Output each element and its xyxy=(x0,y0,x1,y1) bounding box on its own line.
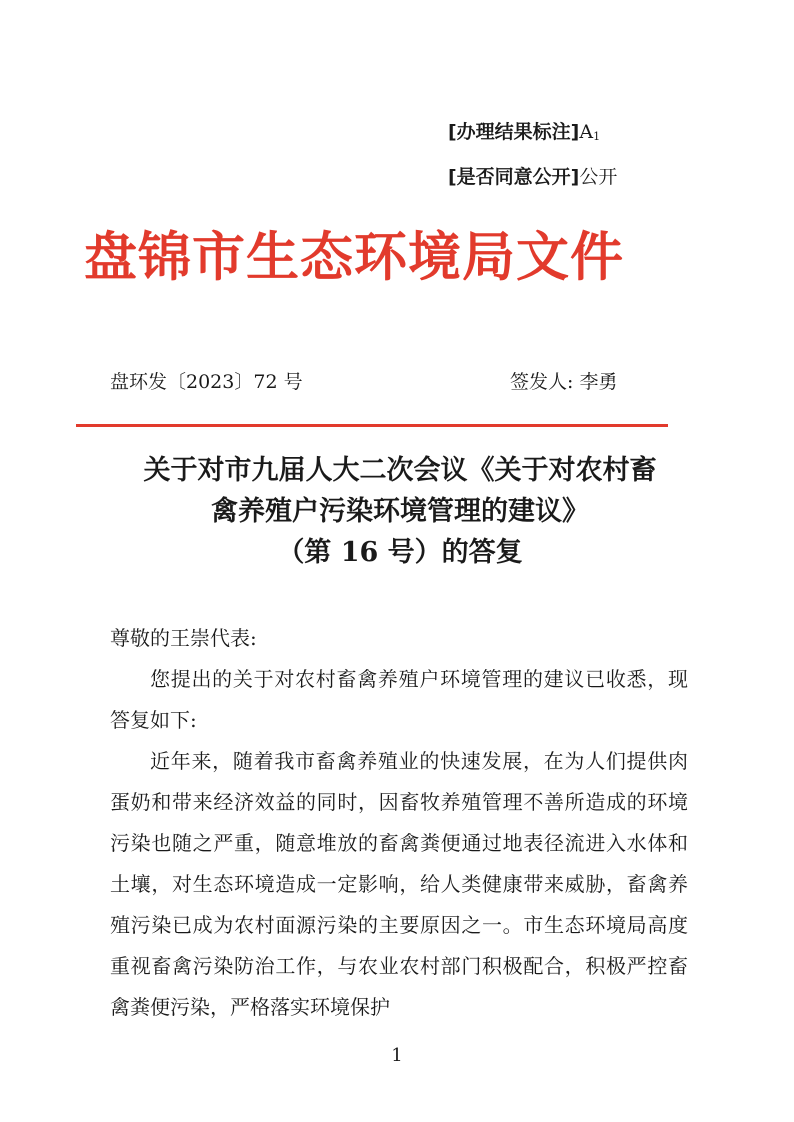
result-mark-subscript: 1 xyxy=(593,130,601,143)
public-mark-label: [是否同意公开] xyxy=(448,166,580,188)
handling-marks xyxy=(448,112,617,197)
result-mark-label: [办理结果标注] xyxy=(448,121,580,143)
result-mark-value: A xyxy=(579,121,594,143)
reply-title-line: 关于对市九届人大二次会议《关于对农村畜 xyxy=(143,455,657,486)
reply-title xyxy=(80,450,720,573)
public-mark xyxy=(448,157,617,197)
salutation: 尊敬的王崇代表: xyxy=(110,626,257,650)
reply-title-line: 禽养殖户污染环境管理的建议》 xyxy=(211,496,589,527)
reply-title-line: （第 16 号）的答复 xyxy=(277,537,523,568)
result-mark xyxy=(448,112,617,157)
document-number: 盘环发〔2023〕72 号 xyxy=(110,371,303,393)
signer: 签发人: 李勇 xyxy=(510,371,618,393)
letter-body xyxy=(110,618,688,1028)
red-divider xyxy=(76,424,668,427)
paragraph: 近年来，随着我市畜禽养殖业的快速发展，在为人们提供肉蛋奶和带来经济效益的同时，因畜牧养殖管理不善所造成的环境污染也随之严重，随意堆放的畜禽粪便通过地表径流进入水体和土壤，对生态环境造成一定影响，给人类健康带来威胁，畜禽养殖污染已成为农村面源污染的主要原因之一。市生态环境局高度重视畜禽污染防治工作，与农业农村部门积极配合，积极严控畜禽粪便污染，严格落实环境保护 xyxy=(110,749,688,1019)
page-number: 1 xyxy=(391,1045,403,1066)
public-mark-value: 公开 xyxy=(579,166,618,188)
org-title: 盘锦市生态环境局文件 xyxy=(84,227,624,288)
paragraph: 您提出的关于对农村畜禽养殖户环境管理的建议已收悉，现答复如下: xyxy=(110,667,688,732)
